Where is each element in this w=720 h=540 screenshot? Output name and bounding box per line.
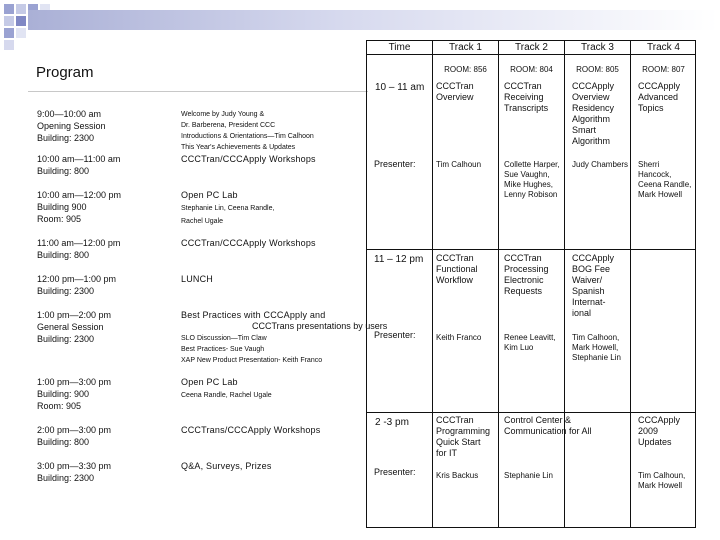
session-detail (181, 237, 316, 249)
topic-line: Transcripts (504, 103, 549, 113)
topic-line: Communication for All (504, 426, 592, 436)
session-time (37, 309, 111, 345)
session-line: SLO Discussion—Tim Claw (181, 335, 267, 342)
topic-line: CCCApply (572, 253, 615, 263)
presenter-line: Collette Harper, (504, 160, 560, 169)
time-slot: 10 – 11 am (375, 82, 425, 93)
presenter-line: Sue Vaughn, (504, 170, 550, 179)
session-line: General Session (37, 322, 104, 332)
topic-line: Overview (436, 92, 474, 102)
session-line: Building: 800 (37, 166, 90, 176)
topic-line: Residency (572, 103, 615, 113)
room-label: ROOM: 805 (576, 65, 619, 74)
presenter-line: Tim Calhoun (436, 160, 482, 169)
session-detail (181, 109, 314, 153)
session-time (37, 108, 106, 144)
overlap-note: CCCTrans presentations by users (252, 321, 388, 331)
session-detail (181, 153, 316, 165)
session-line: CCCTrans/CCCApply Workshops (181, 425, 321, 435)
column-divider (498, 41, 499, 527)
session-line: Building: 2300 (37, 286, 95, 296)
presenter-line: Renee Leavitt, (504, 333, 556, 342)
session-line: Stephanie Lin, Ceena Randle, (181, 205, 275, 212)
session-line: Dr. Barberena, President CCC (181, 122, 276, 129)
topic-line: Algorithm (572, 114, 611, 124)
topic-line: CCCTran (504, 253, 542, 263)
presenter-names (436, 471, 478, 481)
session-line: Open PC Lab (181, 377, 238, 387)
presenter-line: Hancock, (638, 170, 672, 179)
presenter-names (572, 160, 628, 170)
presenter-line: Tim Calhoun, (638, 471, 686, 480)
presenter-line: Kim Luo (504, 343, 534, 352)
topic-line: BOG Fee (572, 264, 611, 274)
column-divider (630, 41, 631, 527)
topic-line: Electronic (504, 275, 544, 285)
session-line: Room: 905 (37, 214, 82, 224)
room-label: ROOM: 804 (510, 65, 553, 74)
topic-line: CCCTran (436, 81, 474, 91)
presenter-names (504, 160, 560, 200)
header-track-3: Track 3 (581, 42, 614, 53)
session-line: 9:00—10:00 am (37, 109, 102, 119)
topic-line: Topics (638, 103, 664, 113)
session-line: Building: 2300 (37, 473, 95, 483)
topic-line: for IT (436, 448, 458, 458)
topic-cell (638, 415, 680, 448)
topic-line: Receiving (504, 92, 544, 102)
topic-line: ional (572, 308, 592, 318)
room-label: ROOM: 856 (444, 65, 487, 74)
session-detail (181, 460, 272, 472)
presenter-line: Mark Howell (638, 190, 683, 199)
header-track-2: Track 2 (515, 42, 548, 53)
presenter-line: Judy Chambers (572, 160, 629, 169)
row-divider (367, 249, 695, 250)
topic-line: Workflow (436, 275, 473, 285)
session-time (37, 273, 116, 297)
session-line: Opening Session (37, 121, 106, 131)
presenter-line: Keith Franco (436, 333, 482, 342)
topic-cell (572, 81, 614, 147)
session-line: Building: 800 (37, 250, 90, 260)
presenter-names (638, 471, 685, 491)
presenter-names (638, 160, 691, 200)
time-slot: 2 -3 pm (375, 417, 409, 428)
topic-cell (436, 81, 474, 103)
presenter-line: Ceena Randle, (638, 180, 692, 189)
presenter-line: Stephanie Lin (504, 471, 553, 480)
session-line: Welcome by Judy Young & (181, 111, 265, 118)
presenter-names (436, 333, 481, 343)
presenter-line: Kris Backus (436, 471, 479, 480)
topic-line: Overview (572, 92, 610, 102)
topic-line: Waiver/ (572, 275, 603, 285)
topic-line: Advanced (638, 92, 679, 102)
session-line: Building: 2300 (37, 334, 95, 344)
session-time (37, 237, 120, 261)
session-line: Room: 905 (37, 401, 82, 411)
topic-line: Processing (504, 264, 549, 274)
session-line: Introductions & Orientations—Tim Calhoon (181, 133, 314, 140)
topic-cell (436, 415, 490, 459)
topic-cell (572, 253, 614, 319)
presenter-line: Stephanie Lin (572, 353, 621, 362)
session-line: 1:00 pm—3:00 pm (37, 377, 112, 387)
session-time (37, 153, 120, 177)
presenter-names (504, 333, 556, 353)
presenter-names (504, 471, 553, 481)
title-divider (28, 91, 368, 92)
session-line: 10:00 am—12:00 pm (37, 190, 122, 200)
column-divider (432, 41, 433, 527)
topic-line: Internat- (572, 297, 606, 307)
header-track-4: Track 4 (647, 42, 680, 53)
topic-line: CCCApply (638, 81, 681, 91)
row-divider (367, 412, 695, 413)
topic-line: Requests (504, 286, 543, 296)
schedule-table (366, 40, 696, 528)
presenter-line: Mark Howell, (572, 343, 619, 352)
session-time (37, 424, 111, 448)
session-line: Best Practices with CCCApply and (181, 310, 326, 320)
presenter-label: Presenter: (374, 330, 416, 340)
topic-line: CCCApply (572, 81, 615, 91)
session-line: Building: 900 (37, 389, 90, 399)
page-title: Program (36, 64, 94, 81)
topic-line: Algorithm (572, 136, 611, 146)
column-divider (564, 41, 565, 527)
topic-cell (504, 81, 548, 114)
session-line: 1:00 pm—2:00 pm (37, 310, 112, 320)
topic-line: Quick Start (436, 437, 481, 447)
session-time (37, 189, 121, 225)
session-line: Ceena Randle, Rachel Ugale (181, 392, 272, 399)
session-detail (181, 309, 325, 366)
topic-cell (504, 253, 549, 297)
topic-line: Programming (436, 426, 491, 436)
topic-line: CCCApply (638, 415, 681, 425)
session-line: Building: 2300 (37, 133, 95, 143)
session-detail (181, 189, 274, 227)
topic-line: Spanish (572, 286, 605, 296)
topic-cell (436, 253, 478, 286)
header-bar (28, 10, 718, 30)
topic-line: Control Center & (504, 415, 572, 425)
topic-cell (638, 81, 680, 114)
session-line: This Year's Achievements & Updates (181, 144, 296, 151)
session-detail (181, 273, 213, 285)
time-slot: 11 – 12 pm (374, 254, 424, 265)
presenter-line: Sherri (638, 160, 660, 169)
topic-line: Functional (436, 264, 478, 274)
session-line: Open PC Lab (181, 190, 238, 200)
presenter-line: Mark Howell (638, 481, 683, 490)
session-line: CCCTran/CCCApply Workshops (181, 238, 316, 248)
session-line: Q&A, Surveys, Prizes (181, 461, 272, 471)
row-divider (367, 54, 695, 55)
room-label: ROOM: 807 (642, 65, 685, 74)
presenter-line: Mike Hughes, (504, 180, 553, 189)
topic-line: CCCTran (504, 81, 542, 91)
session-line: CCCTran/CCCApply Workshops (181, 154, 316, 164)
topic-line: CCCTran (436, 253, 474, 263)
session-detail (181, 424, 320, 436)
session-time (37, 460, 111, 484)
presenter-line: Lenny Robison (504, 190, 558, 199)
presenter-label: Presenter: (374, 467, 416, 477)
presenter-line: Tim Calhoon, (572, 333, 620, 342)
header-time: Time (388, 42, 411, 53)
presenter-names (436, 160, 481, 170)
session-line: 11:00 am—12:00 pm (37, 238, 121, 248)
topic-line: Smart (572, 125, 597, 135)
session-line: Building: 800 (37, 437, 90, 447)
presenter-names (572, 333, 621, 363)
session-line: Best Practices- Sue Vaugh (181, 346, 265, 353)
session-time (37, 376, 111, 412)
topic-line: 2009 (638, 426, 659, 436)
session-line: 12:00 pm—1:00 pm (37, 274, 117, 284)
session-detail (181, 376, 272, 401)
session-line: Building 900 (37, 202, 87, 212)
session-line: XAP New Product Presentation- Keith Franco (181, 357, 323, 364)
session-line: Rachel Ugale (181, 218, 224, 225)
session-line: 10:00 am—11:00 am (37, 154, 121, 164)
topic-line: Updates (638, 437, 672, 447)
session-line: LUNCH (181, 274, 214, 284)
header-track-1: Track 1 (449, 42, 482, 53)
topic-line: CCCTran (436, 415, 474, 425)
session-line: 2:00 pm—3:00 pm (37, 425, 112, 435)
topic-cell (504, 415, 592, 437)
presenter-label: Presenter: (374, 159, 416, 169)
session-line: 3:00 pm—3:30 pm (37, 461, 112, 471)
